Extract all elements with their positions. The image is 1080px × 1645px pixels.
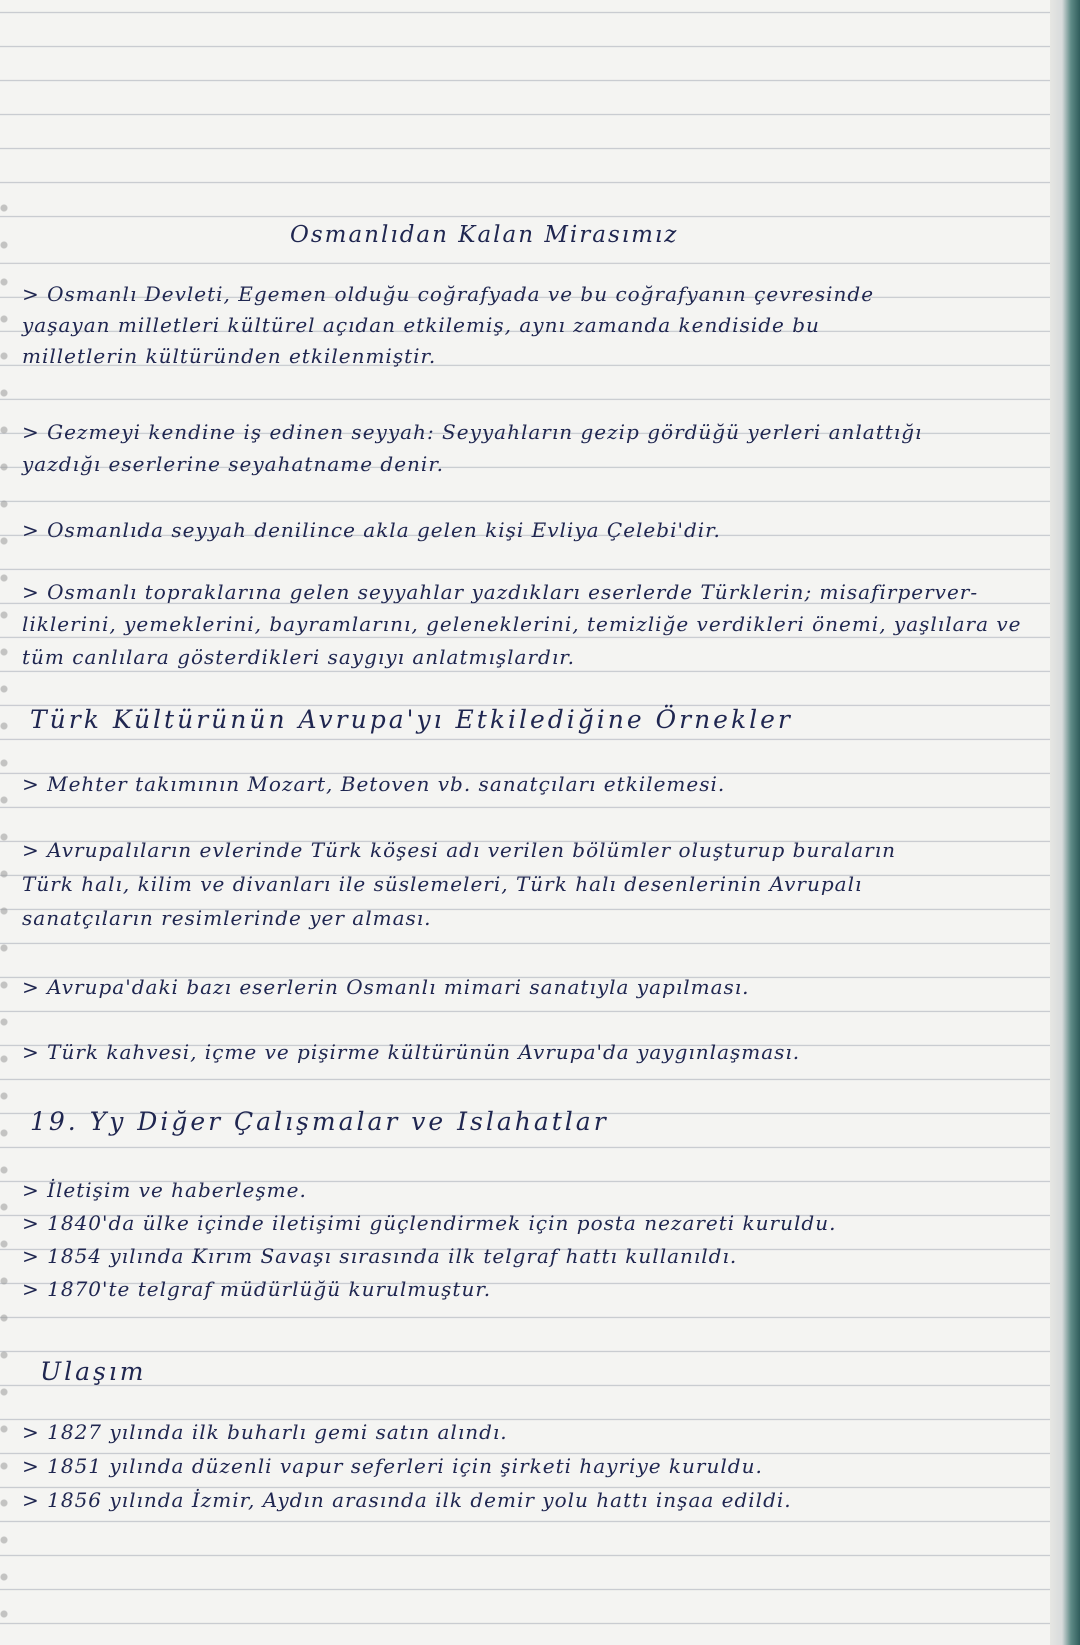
section2-subheading: > İletişim ve haberleşme. <box>22 1178 307 1202</box>
paragraph-2-line-1: > Gezmeyi kendine iş edinen seyyah: Seyyahların gezip gördüğü yerleri anlattığı <box>22 420 923 444</box>
section2-item-3: > 1870'te telgraf müdürlüğü kurulmuştur. <box>22 1277 492 1301</box>
paragraph-4-line-3: tüm canlılara gösterdikleri saygıyı anlatmışlardır. <box>22 645 575 669</box>
section2-item-2: > 1854 yılında Kırım Savaşı sırasında ilk telgraf hattı kullanıldı. <box>22 1244 738 1268</box>
section3-item-2: > 1851 yılında düzenli vapur seferleri için şirketi hayriye kuruldu. <box>22 1454 763 1478</box>
section2-item-1: > 1840'da ülke içinde iletişimi güçlendirmek için posta nezareti kuruldu. <box>22 1211 837 1235</box>
paragraph-1-line-2: yaşayan milletleri kültürel açıdan etkilemiş, aynı zamanda kendiside bu <box>22 313 820 337</box>
spiral-binding <box>0 200 18 1640</box>
paragraph-1-line-3: milletlerin kültüründen etkilenmiştir. <box>22 344 437 368</box>
section3-item-3: > 1856 yılında İzmir, Aydın arasında ilk demir yolu hattı inşaa edildi. <box>22 1488 792 1512</box>
section1-item-3: > Avrupa'daki bazı eserlerin Osmanlı mimari sanatıyla yapılması. <box>22 975 750 999</box>
section1-item-2-line-3: sanatçıların resimlerinde yer alması. <box>22 906 432 930</box>
paragraph-1-line-1: > Osmanlı Devleti, Egemen olduğu coğrafyada ve bu coğrafyanın çevresinde <box>22 282 875 306</box>
paragraph-4-line-2: liklerini, yemeklerini, bayramlarını, geleneklerini, temizliğe verdikleri önemi, yaşlılara ve <box>22 612 1022 636</box>
section3-item-1: > 1827 yılında ilk buharlı gemi satın alındı. <box>22 1420 508 1444</box>
notebook-edge <box>1050 0 1080 1645</box>
section1-item-2-line-1: > Avrupalıların evlerinde Türk köşesi adı verilen bölümler oluşturup buraların <box>22 838 896 862</box>
section-heading-islahatlar: 19. Yy Diğer Çalışmalar ve Islahatlar <box>30 1107 609 1136</box>
section1-item-4: > Türk kahvesi, içme ve pişirme kültürünün Avrupa'da yaygınlaşması. <box>22 1040 801 1064</box>
section1-item-2-line-2: Türk halı, kilim ve divanları ile süslemeleri, Türk halı desenlerinin Avrupalı <box>22 872 863 896</box>
section-heading-ulasim: Ulaşım <box>40 1357 147 1386</box>
page-title: Osmanlıdan Kalan Mirasımız <box>290 222 679 248</box>
paragraph-2-line-2: yazdığı eserlerine seyahatname denir. <box>22 452 445 476</box>
section1-item-1: > Mehter takımının Mozart, Betoven vb. sanatçıları etkilemesi. <box>22 772 726 796</box>
paragraph-3-line-1: > Osmanlıda seyyah denilince akla gelen kişi Evliya Çelebi'dir. <box>22 518 721 542</box>
section-heading-turk-kulturu: Türk Kültürünün Avrupa'yı Etkilediğine Örnekler <box>30 705 793 734</box>
paragraph-4-line-1: > Osmanlı topraklarına gelen seyyahlar yazdıkları eserlerde Türklerin; misafirperver- <box>22 580 979 604</box>
